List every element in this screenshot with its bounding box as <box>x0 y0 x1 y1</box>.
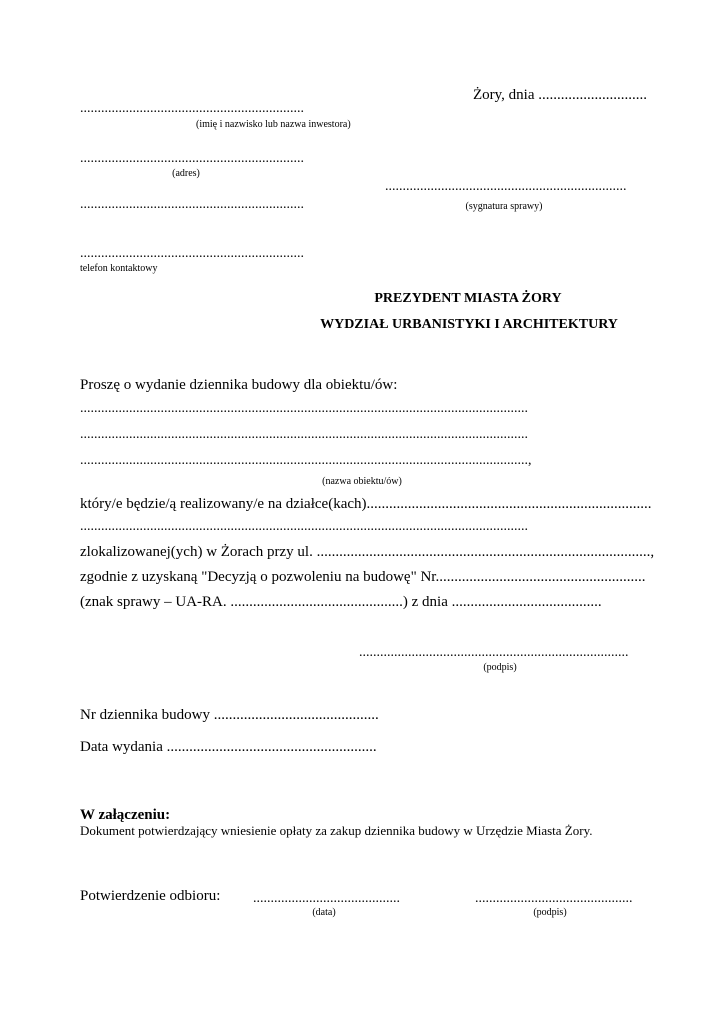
case-ref-dots: ..................................................................... <box>385 179 627 194</box>
attachment-heading: W załączeniu: <box>80 807 171 823</box>
addressee-line-1: PREZYDENT MIASTA ŻORY <box>374 291 562 306</box>
request-object-dots-1: ................................................................................................................................ <box>80 401 528 416</box>
case-sign-line: (znak sprawy – UA-RA. ..............................................) z dnia ........................................ <box>80 594 602 610</box>
request-intro: Proszę o wydanie dziennika budowy dla obiektu/ów: <box>80 377 398 393</box>
journal-number-line: Nr dziennika budowy ............................................ <box>80 707 379 723</box>
request-object-dots-3: ................................................................................................................................, <box>80 453 532 468</box>
applicant-address-caption: (adres) <box>172 168 200 179</box>
receipt-sign-caption: (podpis) <box>533 907 567 918</box>
applicant-phone-dots: ................................................................ <box>80 246 304 261</box>
receipt-sign-dots: ............................................. <box>475 891 633 906</box>
receipt-date-dots: .......................................... <box>253 891 400 906</box>
street-line: zlokalizowanej(ych) w Żorach przy ul. ........................................................................................., <box>80 544 655 560</box>
journal-date-line: Data wydania ........................................................ <box>80 739 377 755</box>
case-ref-caption: (sygnatura sprawy) <box>465 201 543 212</box>
applicant-name-dots: ................................................................ <box>80 101 304 116</box>
signature-caption: (podpis) <box>483 662 517 673</box>
applicant-address-dots-1: ................................................................ <box>80 151 304 166</box>
applicant-phone-caption: telefon kontaktowy <box>80 263 158 274</box>
plot-line: który/e będzie/ą realizowany/e na działce(kach)............................................................................ <box>80 496 652 512</box>
decision-line: zgodnie z uzyskaną "Decyzją o pozwoleniu na budowę" Nr........................................................ <box>80 569 646 585</box>
applicant-name-caption: (imię i nazwisko lub nazwa inwestora) <box>196 119 351 130</box>
signature-dots: ............................................................................. <box>359 645 629 660</box>
request-object-dots-2: ................................................................................................................................ <box>80 427 528 442</box>
applicant-address-dots-2: ................................................................ <box>80 197 304 212</box>
receipt-date-caption: (data) <box>312 907 336 918</box>
place-date: Żory, dnia ............................. <box>473 87 648 103</box>
plot-dots: ................................................................................................................................ <box>80 519 528 534</box>
attachment-text: Dokument potwierdzający wniesienie opłaty za zakup dziennika budowy w Urzędzie Miasta Żory. <box>80 823 593 838</box>
addressee-line-2: WYDZIAŁ URBANISTYKI I ARCHITEKTURY <box>320 317 618 332</box>
object-name-caption: (nazwa obiektu/ów) <box>322 476 402 487</box>
receipt-label: Potwierdzenie odbioru: <box>80 888 221 904</box>
